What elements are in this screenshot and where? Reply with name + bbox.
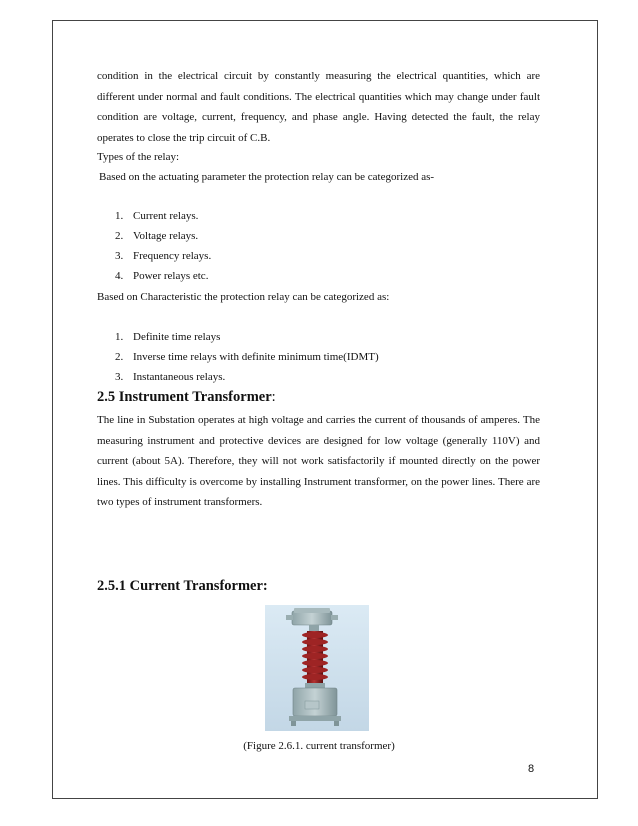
actuating-intro: Based on the actuating parameter the protection relay can be categorized as- xyxy=(99,171,435,183)
characteristic-intro: Based on Characteristic the protection relay can be categorized as: xyxy=(97,291,390,303)
page-number: 8 xyxy=(528,763,535,775)
section-heading: 2.5 Instrument Transformer: xyxy=(97,389,276,405)
subsection-heading: 2.5.1 Current Transformer: xyxy=(97,578,268,594)
figure-caption: (Figure 2.6.1. current transformer) xyxy=(243,740,395,752)
types-label: Types of the relay: xyxy=(97,151,180,163)
intro-paragraph: condition in the electrical circuit by constantly measuring the electrical quantities, which are different under normal and fault conditions. The electrical quantities which may change under fault condition are voltage, current, frequency, and phase angle. Having detected the fault, the relay operates to close the trip circuit of C.B. xyxy=(97,70,540,144)
section-paragraph: The line in Substation operates at high voltage and carries the current of thousands of amperes. The measuring instrument and protective devices are designed for low voltage (generally 110V) and current (about 5A). Therefore, they will not work satisfactorily if mounted directly on the power lines. This difficulty is overcome by installing Instrument transformer, on the power lines. There are two types of instrument transformers. xyxy=(97,414,540,508)
current-transformer-image xyxy=(265,605,369,731)
